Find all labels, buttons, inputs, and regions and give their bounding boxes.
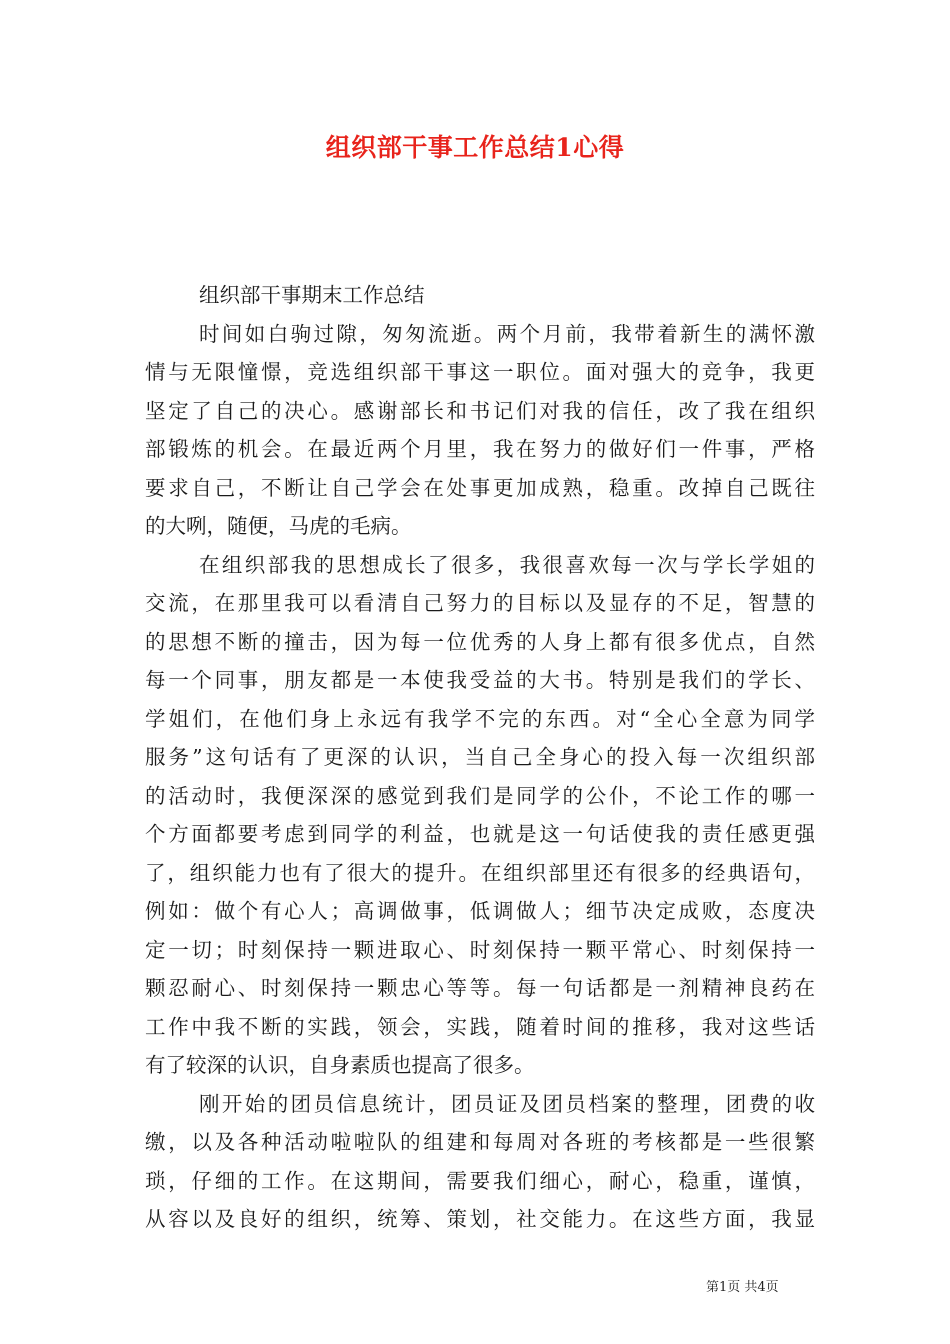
body-line: 组织部干事期末工作总结 — [199, 283, 425, 307]
body-line: 学姐们，在他们身上永远有我学不完的东西。对“全心全意为同学 — [145, 706, 815, 731]
body-line: 每一个同事，朋友都是一本使我受益的大书。特别是我们的学长、 — [145, 668, 815, 692]
body-line: 的大咧，随便，马虎的毛病。 — [145, 514, 412, 538]
body-line: 情与无限憧憬，竞选组织部干事这一职位。面对强大的竞争，我更 — [145, 360, 815, 384]
page-number-footer: 第1页 共4页 — [706, 1280, 779, 1295]
body-line: 琐，仔细的工作。在这期间，需要我们细心，耐心，稳重，谨慎， — [145, 1168, 815, 1193]
body-line: 要求自己，不断让自己学会在处事更加成熟，稳重。改掉自己既往 — [145, 475, 815, 500]
body-line: 缴，以及各种活动啦啦队的组建和每周对各班的考核都是一些很繁 — [145, 1130, 815, 1154]
body-line: 例如：做个有心人；高调做事，低调做人；细节决定成败，态度决 — [145, 899, 815, 923]
document-title: 组织部干事工作总结1心得 — [325, 133, 625, 162]
body-line: 交流，在那里我可以看清自己努力的目标以及显存的不足，智慧的 — [145, 591, 815, 615]
body-line: 定一切；时刻保持一颗进取心、时刻保持一颗平常心、时刻保持一 — [145, 937, 815, 962]
body-line: 有了较深的认识，自身素质也提高了很多。 — [145, 1053, 535, 1077]
body-line: 个方面都要考虑到同学的利益，也就是这一句话使我的责任感更强 — [145, 822, 815, 846]
body-line: 工作中我不断的实践，领会，实践，随着时间的推移，我对这些话 — [145, 1014, 815, 1039]
body-line: 坚定了自己的决心。感谢部长和书记们对我的信任，改了我在组织 — [145, 398, 815, 423]
body-line: 颗忍耐心、时刻保持一颗忠心等等。每一句话都是一剂精神良药在 — [145, 976, 815, 1000]
body-line: 部锻炼的机会。在最近两个月里，我在努力的做好们一件事，严格 — [145, 437, 815, 461]
body-line: 了，组织能力也有了很大的提升。在组织部里还有很多的经典语句， — [145, 860, 815, 885]
body-line: 在组织部我的思想成长了很多，我很喜欢每一次与学长学姐的 — [199, 552, 815, 577]
body-line: 时间如白驹过隙，匆匆流逝。两个月前，我带着新生的满怀激 — [199, 321, 815, 346]
body-line: 刚开始的团员信息统计，团员证及团员档案的整理，团费的收 — [199, 1091, 815, 1116]
document-body — [145, 276, 815, 1239]
body-line: 服务”这句话有了更深的认识，当自己全身心的投入每一次组织部 — [145, 745, 815, 769]
body-line: 的思想不断的撞击，因为每一位优秀的人身上都有很多优点，自然 — [145, 629, 815, 654]
body-line: 从容以及良好的组织，统筹、策划，社交能力。在这些方面，我显 — [145, 1207, 815, 1231]
body-line: 的活动时，我便深深的感觉到我们是同学的公仆，不论工作的哪一 — [145, 783, 815, 808]
